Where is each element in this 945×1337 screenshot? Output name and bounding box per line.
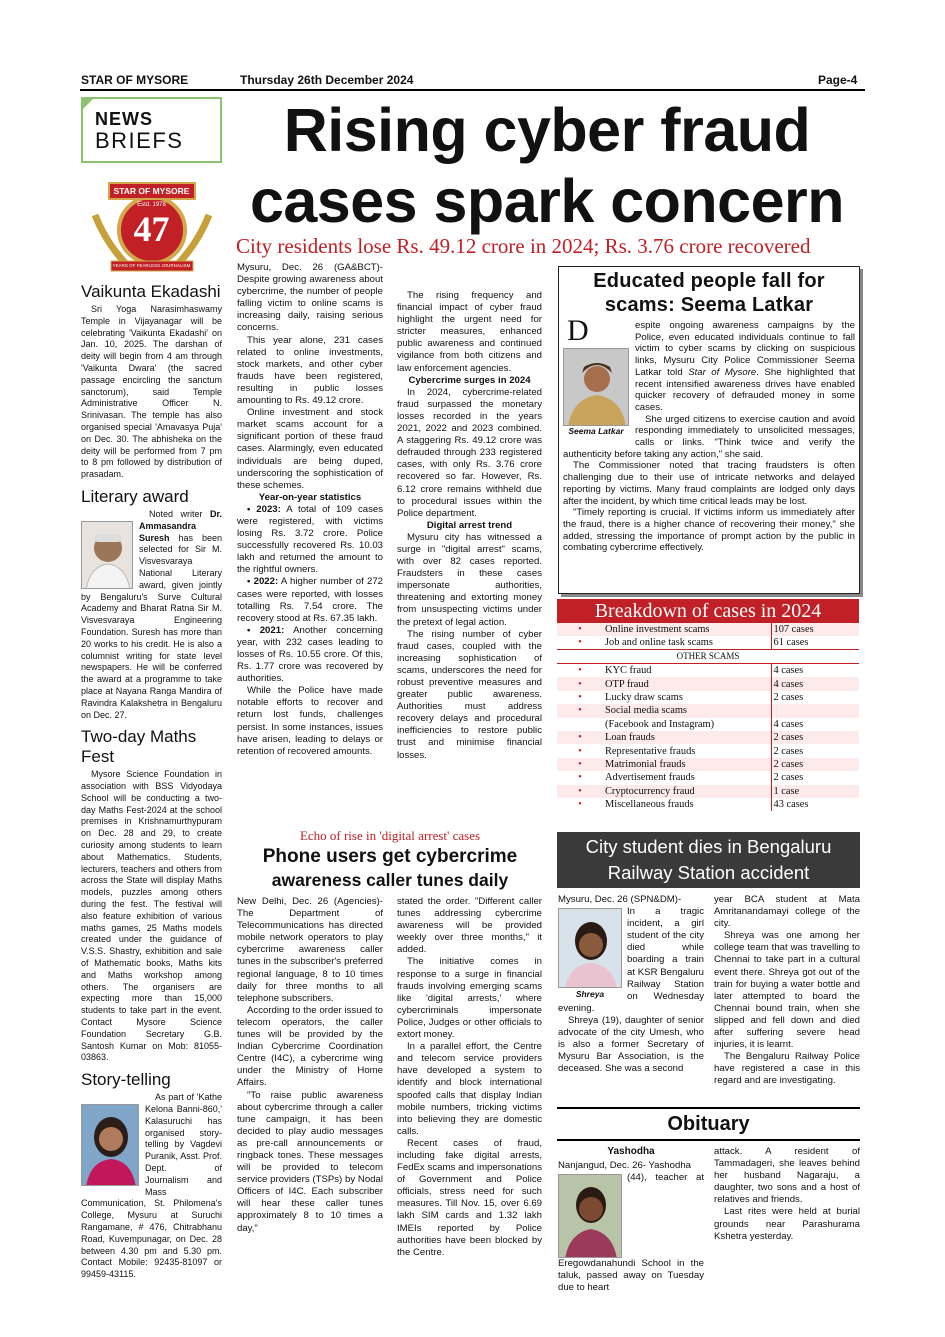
main-subhead: City residents lose Rs. 49.12 crore in 2024; Rs. 3.76 crore recovered bbox=[236, 234, 811, 258]
breakdown-bullet: • bbox=[578, 705, 582, 717]
news-briefs-box bbox=[81, 97, 222, 163]
breakdown-label: Lucky draw scams bbox=[605, 691, 683, 703]
seema-caption: Seema Latkar bbox=[563, 426, 629, 438]
brief-title-vaikunta: Vaikunta Ekadashi bbox=[81, 282, 221, 301]
student-col1: Mysuru, Dec. 26 (SPN&DM)- Shreya In a tragic incident, a girl student of the city died while boarding a train at KSR Bengaluru Railway Station on Wednesday evening. Shreya (19), daughter of senior advocate of the city Umesh, who is also a former Secretary of Mysuru Bar Association, is the deceased. She was a second bbox=[558, 894, 704, 1075]
logo-top-text: STAR OF MYSORE bbox=[113, 186, 190, 196]
breakdown-label: Loan frauds bbox=[605, 732, 655, 744]
caller-col2: stated the order. "Different caller tunes addressing cybercrime awareness will be provided weekly over three months," it added. The initiative comes in response to a surge in financial frauds involving emerging scams like 'digital arrests,' where cybercriminals impersonate Police, Judges or other officials to extort money. In a parallel effort, the Centre and telecom service providers have developed a system to identify and block international spoofed calls that display Indian mobile numbers, tricking victims into believing they are domestic calls. Recent cases of fraud, including fake digital arrests, FedEx scams and impersonations of Government and Police officials, stress need for such measures. Till Nov. 15, over 6.69 lakh SIM cards and 1.32 lakh IMEIs reported by Police authorities have been blocked by the Centre. bbox=[397, 896, 542, 1258]
breakdown-row bbox=[557, 636, 859, 650]
breakdown-label: KYC fraud bbox=[605, 665, 652, 677]
breakdown-bullet: • bbox=[578, 624, 582, 636]
breakdown-label: (Facebook and Instagram) bbox=[605, 718, 715, 730]
literary-body: has been selected for Sir M. Visvesvaraya National Literary award, given jointly by Bengaluru's Surve Cultural Academy and Bharat Ratna Sir M. Visvesvaraya Engineering Foundation. Suresh has more than 20 works to his credit. He is also a columnist writing for state level newspapers. He will be conferred the award at a programme to take place at Nayana Ranga Mandira of Ravindra Kalakshetra in Bengaluru on Dec. 27. bbox=[81, 532, 222, 720]
arrest-subhead: Digital arrest trend bbox=[426, 519, 513, 531]
shreya-photo-wrap bbox=[558, 906, 622, 1001]
breakdown-bullet: • bbox=[578, 665, 582, 677]
brief-text-maths: Mysore Science Foundation in association with BSS Vidyodaya School will be conducting a two-day Maths Fest-2024 at the school premises in Krishnamurthypuram on Dec. 28 and 29, to create curiosity among students to learn about Mathematics. Students, lecturers, teachers and others from across the State will display Maths models, puzzles among others during the fest. The festival will also feature exhibition of various maths games, 25 Maths models created under the guidance of V.S.S. Shastry, exhibition and sale of Mathematic books, Maths kits and Maths workshop among others. The organisers are expecting more than 15,000 students to take part in the event. Contact Mysore Science Foundation Secretary G.B. Santosh Kumar on Mob: 81055-03863. bbox=[81, 769, 222, 1063]
breakdown-count: 1 case bbox=[771, 785, 859, 798]
breakdown-label: Miscellaneous frauds bbox=[605, 799, 694, 811]
seema-photo-wrap bbox=[563, 314, 629, 440]
breakdown-bullet bbox=[557, 718, 603, 731]
breakdown-bullet: • bbox=[578, 732, 582, 744]
main-story-col1: Mysuru, Dec. 26 (GA&BCT)- Despite growing awareness about cybercrime, the number of people falling victim to online scams is increasing daily, raising serious concerns. This year alone, 231 cases related to online investments, stock markets, and other cyber frauds have been registered, resulting in public losses amounting to Rs. 49.12 crore. Online investment and stock market scams account for a significant portion of these fraud cases. Alarmingly, even educated individuals are being duped, underscoring the sophistication of these schemes. Year-on-year statistics • 2023: A total of 109 cases were registered, with victims losing Rs. 3.72 crore. Police successfully recovered Rs. 10.03 lakh and returned the amount to the rightful owners. • 2022: A higher number of 272 cases were reported, with losses totalling Rs. 7.54 crore. The recovery stood at Rs. 67.35 lakh. • 2021: Another concerning year, with 232 cases leading to losses of Rs. 10.55 crore. Of this, Rs. 1.77 crore was recovered by authorities. While the Police have made notable efforts to recover and return lost funds, challenges persist. In some instances, issues have arisen, leading to delays or retention of recovered amounts. bbox=[237, 262, 384, 757]
breakdown-count: 4 cases bbox=[771, 677, 859, 690]
dropcap: D bbox=[567, 314, 589, 347]
breakdown-label: Social media scams bbox=[605, 705, 687, 717]
breakdown-count: 2 cases bbox=[771, 731, 859, 744]
literary-name: Dr. Ammasandra Suresh bbox=[139, 508, 222, 543]
brief-title-story: Story-telling bbox=[81, 1070, 171, 1090]
main-headline-line1: Rising cyber fraud bbox=[283, 96, 811, 164]
student-bottom-rule bbox=[557, 1107, 860, 1109]
main-headline-line2: cases spark concern bbox=[249, 167, 845, 235]
student-headline-2: Railway Station accident bbox=[607, 862, 810, 883]
breakdown-row bbox=[557, 677, 859, 690]
obituary-title: Obituary bbox=[667, 1113, 750, 1135]
news-briefs-column bbox=[81, 97, 222, 1282]
obituary-rule bbox=[557, 1139, 860, 1141]
literary-lead: Noted writer bbox=[149, 508, 203, 519]
breakdown-row bbox=[557, 664, 859, 678]
breakdown-count: 2 cases bbox=[771, 691, 859, 704]
obituary-name: Yashodha bbox=[607, 1146, 655, 1157]
breakdown-count: 4 cases bbox=[771, 664, 859, 678]
breakdown-label: Representative frauds bbox=[605, 745, 696, 757]
breakdown-row bbox=[557, 744, 859, 757]
other-scams-row bbox=[557, 650, 859, 664]
obituary-col1: Nanjangud, Dec. 26- Yashodha (44), teacher at Eregowdanahundi School in the taluk, passed away on Tuesday due to heart bbox=[558, 1160, 704, 1294]
brief-text-story: As part of 'Kathe Kelona Banni-860,' Kalasuruchi has organised story-telling by Vagdevi Puranik, Asst. Prof. Dept. of Journalism and Mass Communication, St. Philomena's College, Mysuru at Suruchi Rangamane, # 476, Chitrabhanu Road, Kuvempunagar, on Dec. 28 between 4.30 pm and 5.30 pm. Contact Mobile: 92435-81097 or 99459-43115. bbox=[81, 1092, 222, 1280]
breakdown-label: Advertisement frauds bbox=[605, 772, 695, 784]
breakdown-bullet: • bbox=[578, 637, 582, 649]
caller-headline-2: awareness caller tunes daily bbox=[271, 870, 509, 890]
student-headline-1: City student dies in Bengaluru bbox=[585, 836, 832, 857]
breakdown-table bbox=[557, 623, 859, 811]
breakdown-label: OTP fraud bbox=[605, 678, 649, 690]
seema-headline: Educated people fall for scams: Seema Latkar bbox=[593, 270, 825, 316]
brief-text-literary bbox=[81, 509, 222, 721]
caller-kicker: Echo of rise in 'digital arrest' cases bbox=[299, 828, 481, 843]
breakdown-count: 61 cases bbox=[771, 636, 859, 650]
breakdown-bullet: • bbox=[578, 772, 582, 784]
vagdevi-photo bbox=[81, 1104, 139, 1186]
breakdown-bullet: • bbox=[578, 799, 582, 811]
page-number: Page-4 bbox=[818, 73, 858, 87]
breakdown-label: Cryptocurrency fraud bbox=[605, 785, 695, 797]
brief-title-maths: Two-day Maths Fest bbox=[81, 727, 197, 767]
main-story-col2: The rising frequency and financial impact of cyber fraud highlight the urgent need for stricter measures, enhanced public awareness and continued vigilance from both citizens and law enforcement agencies. Cybercrime surges in 2024 In 2024, cybercrime-related fraud surpassed the monetary losses recorded in the years 2021, 2022 and 2023 combined. A staggering Rs. 49.12 crore was defrauded through 233 registered cases, with only Rs. 3.76 crore recovered so far. However, Rs. 6.12 crore remains withheld due to procedural issues within the Police department. Digital arrest trend Mysuru city has witnessed a surge in "digital arrest" scams, with over 82 cases reported. Fraudsters in these cases impersonate authorities, threatening and extorting money from unsuspecting victims under the pretext of legal action. The rising number of cyber fraud cases, coupled with the increasing sophistication of scams, underscores the need for robust preventive measures and greater public awareness. Authorities must address recovery delays and procedural inefficiencies to restore public trust and minimise financial losses. bbox=[397, 290, 542, 761]
breakdown-count bbox=[771, 704, 859, 717]
anniversary-logo bbox=[87, 175, 217, 280]
yashodha-photo bbox=[558, 1174, 622, 1258]
breakdown-bullet: • bbox=[578, 691, 582, 703]
logo-bottom-text: YEARS OF FEARLESS JOURNALISM bbox=[112, 263, 191, 268]
student-col2: year BCA student at Mata Amritanandamayi college of the city. Shreya was one among her college team that was travelling to Chennai to take part in a cultural event there. Shreya got out of the train for buying a water bottle and later attempted to board the Chennai bound train, when she slipped and fell down and died after suffering severe head injuries, it is learnt. The Bengaluru Railway Police have registered a case in this regard and are investigating. bbox=[714, 894, 860, 1087]
seema-photo bbox=[563, 348, 629, 426]
breakdown-box bbox=[557, 599, 859, 811]
breakdown-bullet: • bbox=[578, 758, 582, 770]
obituary-col2: attack. A resident of Tammadageri, she leaves behind her husband Nagaraju, a daughter, two sons and a host of relatives and friends. Last rites were held at burial grounds near Parashurama Kshetra yesterday. bbox=[714, 1146, 860, 1242]
header-rule bbox=[80, 89, 865, 91]
breakdown-label: Online investment scams bbox=[605, 624, 710, 636]
suresh-photo bbox=[81, 521, 133, 589]
breakdown-bullet: • bbox=[578, 785, 582, 797]
breakdown-row bbox=[557, 718, 859, 731]
breakdown-label: Job and online task scams bbox=[605, 637, 713, 649]
breakdown-count: 43 cases bbox=[771, 798, 859, 811]
breakdown-row bbox=[557, 623, 859, 636]
issue-date: Thursday 26th December 2024 bbox=[240, 73, 414, 87]
corner-mark bbox=[81, 97, 95, 111]
caller-headline-1: Phone users get cybercrime bbox=[262, 846, 518, 867]
breakdown-count: 2 cases bbox=[771, 744, 859, 757]
breakdown-count: 4 cases bbox=[771, 718, 859, 731]
breakdown-label: Matrimonial frauds bbox=[605, 758, 686, 770]
brief-title-literary: Literary award bbox=[81, 486, 189, 506]
breakdown-row bbox=[557, 691, 859, 704]
breakdown-row bbox=[557, 731, 859, 744]
breakdown-row bbox=[557, 704, 859, 717]
student-headline-box bbox=[557, 832, 860, 888]
surge-subhead: Cybercrime surges in 2024 bbox=[408, 374, 531, 386]
caller-col1: New Delhi, Dec. 26 (Agencies)- The Department of Telecommunications has directed mobile network operators to play cybercrime awareness caller tunes in the subscriber's preferred regional language, 8 to 10 times daily for three months to all telephone subscribers. According to the order issued to telecom operators, the caller tunes will be provided by the Indian Cybercrime Coordination Centre (I4C), a cybercrime wing under the Ministry of Home Affairs. "To raise public awareness about cybercrime through a caller tune campaign, it has been decided to play audio messages as pre-call announcements or ringback tones. These messages will be provided to telecom service providers (TSPs) by Nodal Officers of I4C. Each subscriber will hear these caller tunes approximately 8 to 10 times a day," bbox=[237, 896, 383, 1234]
seema-text: Seema Latkar D espite ongoing awareness campaigns by the Police, even educated individuals continue to fall victim to cyber scams by clicking on suspicious links, Mysuru City Police Commissioner Seema Latkar told Star of Mysore. She highlighted that recent intensified awareness drives have enabled quicker recovery of defrauded money in some cases. She urged citizens to exercise caution and avoid responding immediately to unsolicited messages, calls or links. "Think twice and verify the authenticity before taking any action," she said. The Commissioner noted that tracing fraudsters is often challenging due to their use of intricate networks and delayed reporting by victims. Many fraud complaints are lodged only days after the incident, by which time critical leads may be lost. "Timely reporting is crucial. If victims inform us immediately after the fraud, there is a higher chance of recovering their money," she added, stressing the importance of prompt action by the public in combating cybercrime effectively. bbox=[563, 314, 855, 554]
seema-latkar-box bbox=[558, 266, 860, 594]
breakdown-row bbox=[557, 758, 859, 771]
breakdown-title: Breakdown of cases in 2024 bbox=[557, 599, 859, 623]
shreya-caption: Shreya bbox=[558, 988, 622, 1000]
breakdown-count: 2 cases bbox=[771, 758, 859, 771]
breakdown-count: 2 cases bbox=[771, 771, 859, 784]
breakdown-bullet: • bbox=[578, 745, 582, 757]
news-label: NEWS bbox=[95, 109, 153, 129]
breakdown-row bbox=[557, 798, 859, 811]
yoy-subhead: Year-on-year statistics bbox=[258, 491, 362, 503]
briefs-label: BRIEFS bbox=[95, 128, 184, 153]
breakdown-bullet: • bbox=[578, 678, 582, 690]
paper-name: STAR OF MYSORE bbox=[81, 73, 189, 87]
logo-number: 47 bbox=[133, 209, 170, 249]
breakdown-row bbox=[557, 771, 859, 784]
breakdown-count: 107 cases bbox=[771, 623, 859, 636]
shreya-photo bbox=[558, 908, 622, 988]
logo-est: Estd. 1978 bbox=[137, 202, 166, 208]
brief-text-vaikunta: Sri Yoga Narasimhaswamy Temple in Vijayanagar will be celebrating 'Vaikunta Ekadashi' on Jan. 10, 2025. The darshan of deity will begin from 4 am through 'Vaikunta Dwara' (the sacred passage encircling the sanctum sanctorum), said Temple Administrative Officer N. Srinivasan. The temple has also organised special 'Amavasya Puja' on Dec. 30. The abhisheka on the deity will be performed from 7 pm to 8 pm followed by distribution of prasadam. bbox=[81, 304, 222, 480]
other-scams-heading: OTHER SCAMS bbox=[557, 650, 859, 664]
breakdown-row bbox=[557, 785, 859, 798]
